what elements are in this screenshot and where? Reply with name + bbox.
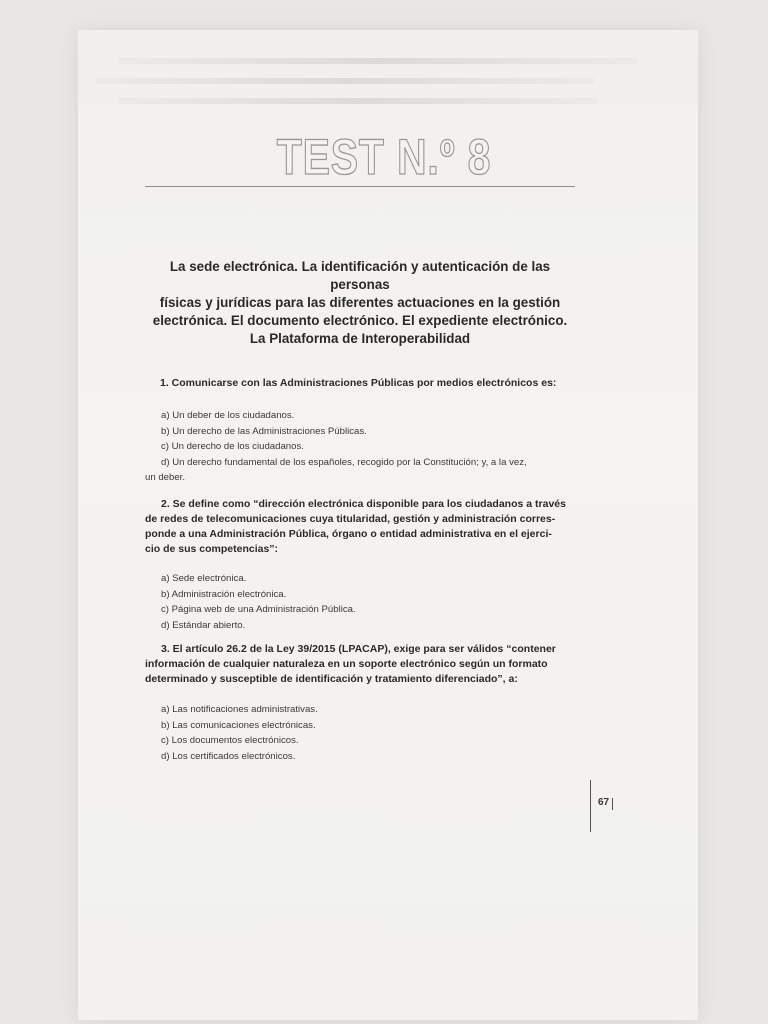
section-heading-line: físicas y jurídicas para las diferentes actuaciones en la gestión xyxy=(159,295,561,310)
answer-option: a) Sede electrónica. xyxy=(161,573,247,584)
section-heading-line: La Plataforma de Interoperabilidad xyxy=(249,331,471,346)
section-heading xyxy=(140,258,580,348)
question-text: ponde a una Administración Pública, órgano o entidad administrativa en el ejerci- xyxy=(145,528,552,540)
question-2 xyxy=(145,497,590,557)
answer-option: d) Un derecho fundamental de los españoles, recogido por la Constitución; y, a la vez, xyxy=(161,456,527,468)
test-title: TEST N.º 8 xyxy=(276,129,492,185)
question-1 xyxy=(160,376,605,391)
answer-options-1 xyxy=(145,408,585,486)
question-text: de redes de telecomunicaciones cuya titularidad, gestión y administración corres- xyxy=(145,513,556,525)
show-through-line xyxy=(118,98,598,104)
page-number-tick xyxy=(612,798,613,810)
answer-options-2 xyxy=(145,571,585,633)
question-text: 1. Comunicarse con las Administraciones Públicas por medios electrónicos es: xyxy=(160,377,557,389)
question-text: cio de sus competencias”: xyxy=(145,543,279,555)
answer-option: a) Las notificaciones administrativas. xyxy=(161,704,318,715)
answer-options-3 xyxy=(145,702,585,764)
answer-option: c) Un derecho de los ciudadanos. xyxy=(161,441,304,452)
section-heading-line: electrónica. El documento electrónico. El expediente electrónico. xyxy=(152,313,568,328)
answer-option: d) Estándar abierto. xyxy=(161,619,246,631)
title-divider xyxy=(145,186,575,187)
show-through-line xyxy=(95,78,595,84)
question-text: 2. Se define como “dirección electrónica disponible para los ciudadanos a través xyxy=(161,498,566,510)
question-text: 3. El artículo 26.2 de la Ley 39/2015 (LPACAP), exige para ser válidos “contener xyxy=(161,643,556,655)
answer-option: c) Página web de una Administración Pública. xyxy=(161,604,356,615)
section-heading-line: La sede electrónica. La identificación y autenticación de las personas xyxy=(169,259,551,292)
answer-option: a) Un deber de los ciudadanos. xyxy=(161,410,295,421)
answer-option: c) Los documentos electrónicos. xyxy=(161,735,299,746)
answer-option-continuation: un deber. xyxy=(145,472,186,483)
page-number: 67 xyxy=(598,797,610,808)
question-text: determinado y susceptible de identificación y tratamiento diferenciado”, a: xyxy=(145,673,518,685)
answer-option: b) Un derecho de las Administraciones Públicas. xyxy=(161,425,367,437)
question-3 xyxy=(145,642,590,687)
answer-option: d) Los certificados electrónicos. xyxy=(161,750,296,762)
show-through-line xyxy=(118,58,638,64)
answer-option: b) Administración electrónica. xyxy=(161,588,287,600)
question-text: información de cualquier naturaleza en un soporte electrónico según un formato xyxy=(145,658,548,670)
answer-option: b) Las comunicaciones electrónicas. xyxy=(161,719,316,731)
page-margin-rule xyxy=(590,780,591,832)
